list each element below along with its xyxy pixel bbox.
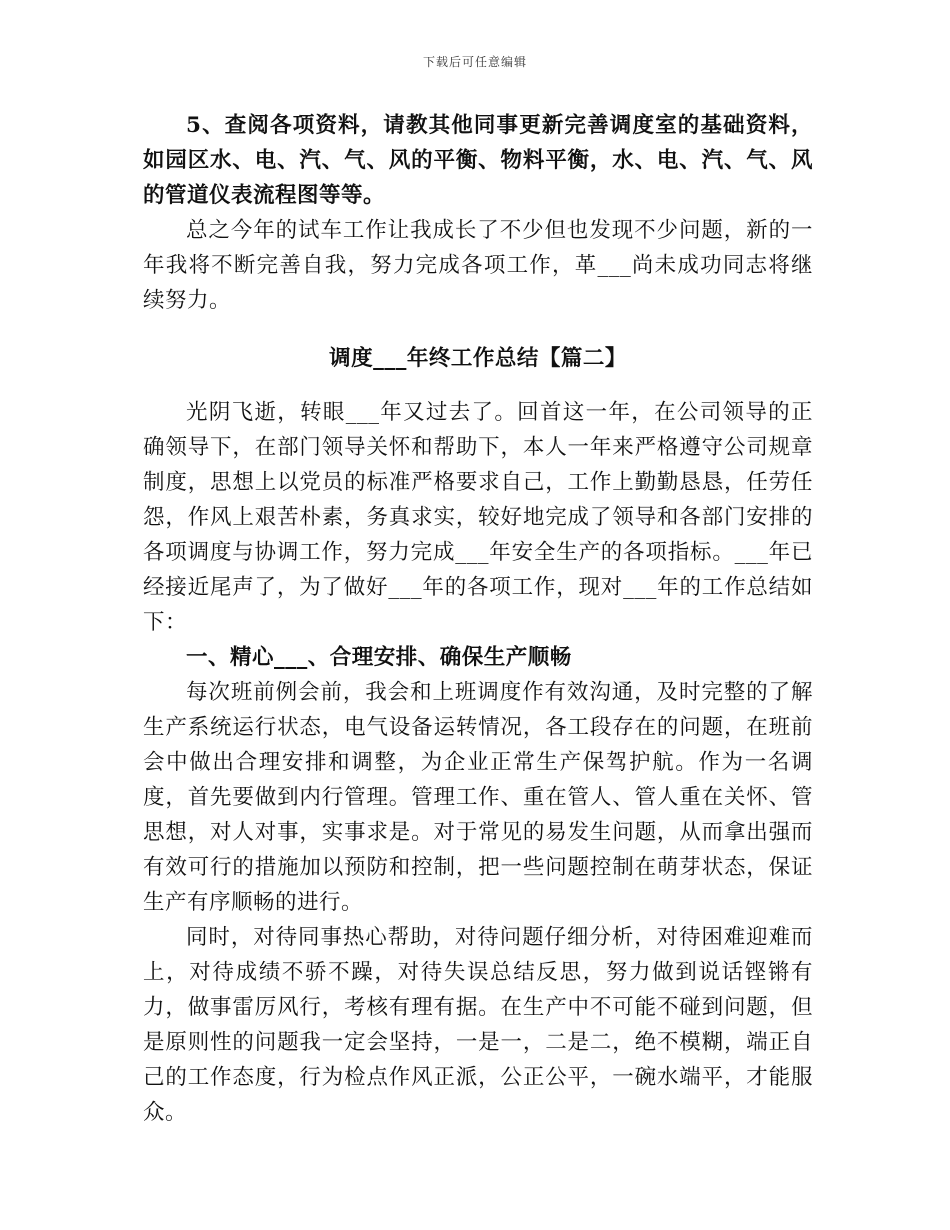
section-title: 调度___年终工作总结【篇二】	[329, 346, 627, 371]
section-heading-1: 一、精心___、合理安排、确保生产顺畅	[186, 645, 572, 670]
paragraph-item-5: 5、查阅各项资料，请教其他同事更新完善调度室的基础资料，如园区水、电、汽、气、风的平衡、物料平衡，水、电、汽、气、风的管道仪表流程图等等。	[143, 113, 813, 208]
paragraph-body-1: 每次班前例会前，我会和上班调度作有效沟通，及时完整的了解生产系统运行状态，电气设备运转情况，各工段存在的问题，在班前会中做出合理安排和调整，为企业正常生产保驾护航。作为一名调度，首先要做到内行管理。管理工作、重在管人、管人重在关怀、管思想，对人对事，实事求是。对于常见的易发生问题，从而拿出强而有效可行的措施加以预防和控制，把一些问题控制在萌芽状态，保证生产有序顺畅的进行。	[143, 680, 813, 915]
paragraph-intro: 光阴飞逝，转眼___年又过去了。回首这一年，在公司领导的正确领导下，在部门领导关怀和帮助下，本人一年来严格遵守公司规章制度，思想上以党员的标准严格要求自己，工作上勤勤恳恳，任劳任怨，作风上艰苦朴素，务真求实，较好地完成了领导和各部门安排的各项调度与协调工作，努力完成___年安全生产的各项指标。___年已经接近尾声了，为了做好___年的各项工作，现对___年的工作总结如下：	[143, 400, 813, 635]
header-note: 下载后可任意编辑	[422, 55, 527, 69]
document-body	[143, 108, 813, 1130]
paragraph-body-2: 同时，对待同事热心帮助，对待问题仔细分析，对待困难迎难而上，对待成绩不骄不躁，对待失误总结反思，努力做到说话铿锵有力，做事雷厉风行，考核有理有据。在生产中不可能不碰到问题，但是原则性的问题我一定会坚持，一是一，二是二，绝不模糊，端正自己的工作态度，行为检点作风正派，公正公平，一碗水端平，才能服众。	[143, 925, 813, 1125]
paragraph-summary: 总之今年的试车工作让我成长了不少但也发现不少问题，新的一年我将不断完善自我，努力完成各项工作，革___尚未成功同志将继续努力。	[143, 218, 813, 313]
